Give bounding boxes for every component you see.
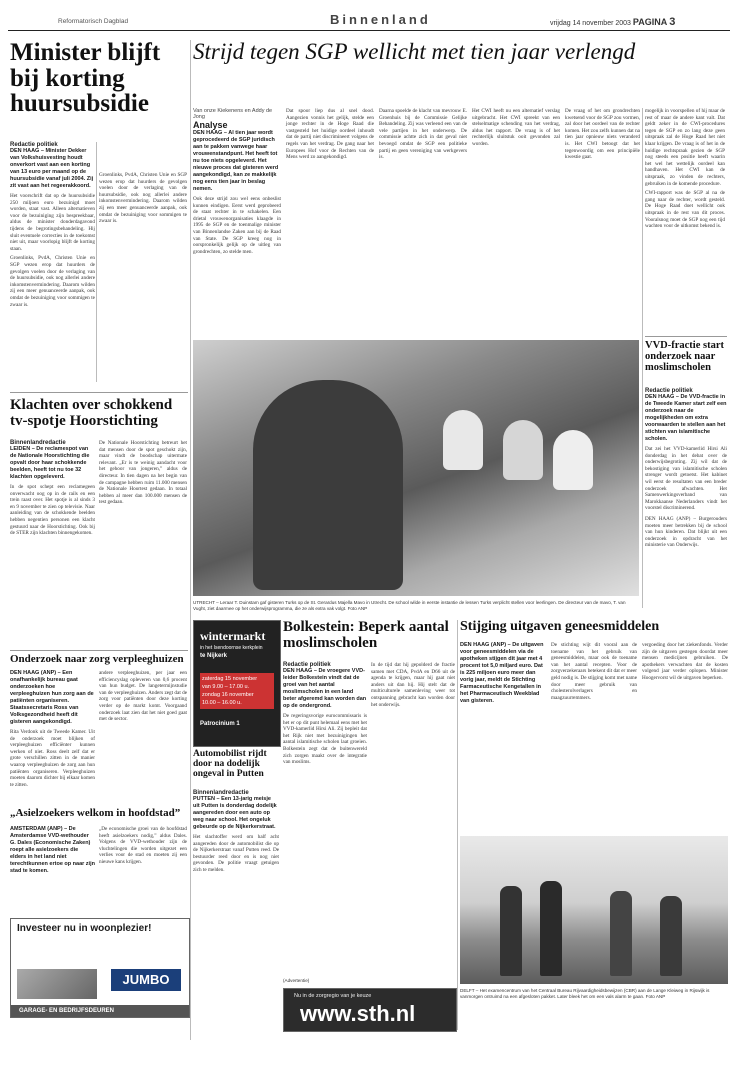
ad-line1: zaterdag 15 november [202,676,258,682]
article-vvd [645,388,727,549]
body-2: De Nationale Hoorstichting betreurt het dat mensen door de spot geschokt zijn, maar vindt de boodschap uitermate relevant. „Er is te weinig aandacht voor het gehoor van jongeren,” aldus de directeur. In tien dagen na het begin van de campagne hebben ruim 11.000 mensen de Nationale Hoortest gedaan. In totaal hebben al meer dan 100.000 mensen de test gedaan. [99,440,187,506]
body-right: mogelijk in voorspellen of hij maar de rest of maar de andere kant valt. Dat geldt zeker in de CWI-procedures tegen de SGP en zo lang deze geen uitspraak zal de Hoge Raad het niet klaar krijgen. De vraag is of het in de huidige rechtspraak gezien de SGP nog steeds een positie heeft waarin het wel het wettelijk oordeel kan handhaven. Het CWI kan de uitspraak, zo vinden de rechters, gebruiken in de komende procedure. [645,108,725,187]
body-4: Het CWI heeft nu een alternatief verslag uitgebracht. Het CWI spreekt van een stelselmatige schending van het verdrag, aldus het rapport. De vraag is of het rechterlijk sluitstuk ooit gevonden zal worden. [472,108,560,147]
body-2: vergoeding door het ziekenfonds. Verder zijn de uitgaven gestegen doordat meer mensen medicijnen gebruiken. De apothekers verwachten dat de kosten volgend jaar verder oplopen. Minister Hoogervorst wil de uitgaven beperken. [642,642,728,681]
analyse-col2 [286,108,374,161]
headline-klachten: Klachten over schokkend tv-spotje Hoorstichting [10,397,173,429]
article-huursubsidie-col2 [99,172,187,225]
analyse-col6 [645,108,725,230]
ad-place: te Nijkerk [200,653,228,659]
classroom-caption: UTRECHT – Leraar T. Duinstam gaf gisteren Turks op de St. Gerardus Majella Mavo in Utrecht. De school wilde in eerste instantie de lessen Turks verplicht stellen voor leerlingen. De directeur van de mavo, T. van Vught, ziet daarmee op het onderwijsprogramma, die ze als extra vak volgt. Foto ANP [193,600,626,611]
person-figure [610,891,632,976]
body: De stichting wijt dit vooral aan de toename van het gebruik van geneesmiddelen, maar ook de toename van het aantal recepten. Voor de zorgverzekeraars betekent dit dat er meer geld nodig is. De stijging komt met name door meer gebruik van cholesterolverlagers en maagzuurremmers. [551,642,637,701]
lead: DEN HAAG – De VVD-fractie in de Tweede Kamer start zelf een onderzoek naar de mogelijkheden om extra voorwaarden te stellen aan het stichten van islamitische scholen. [645,394,727,442]
body: De regeringsvorige eurocommissaris is het er op dit punt helemaal eens met het VVD-kamerlid Hirsi Ali. Zij bepleit dat het Rijk niet met bezuinigingen het aantal islamitische scholen laat groeien. Bolkestein zegt dat de buitenwereld zich zorgen maakt over de integratie van moslims. [283,713,367,766]
ad-brand: JUMBO [111,969,181,991]
article-auto [193,790,279,874]
article-analyse [193,108,281,255]
body: Het slachtoffer werd om half acht aangereden door de automobilist die op de Nijkerkerstraat vanaf Putten reed. De bestuurder reed door en is nog niet gevonden. De politie vraagt getuigen zich te melden. [193,834,279,873]
body: Ook deze strijd zou wel eens onbeslist kunnen eindigen. Eerst werd geprobeerd de staat rechter in te schakelen. Een drietal vrouwenorganisaties klaagde in 1995 de SGP en de toenmalige minister van Binnenlandse Zaken aan bij de Raad van State. De SGP kreeg nog in oorspronkelijk gelijk op de uitleg van grondrechten, zo stelde men. [193,196,281,255]
column-rule [96,142,97,382]
masthead-rule [8,30,730,31]
headline-huursubsidie: Minister blijft bij korting huursubsidie [10,39,161,117]
lead: DEN HAAG – De vroegere VVD-leider Bolkestein vindt dat de groei van het aantal moslimscholen in een land beter afgeremd kan worden dan op de ondergrond. [283,668,367,709]
banner-url: www.sth.nl [300,1001,416,1026]
ad-footer: GARAGE- EN BEDRIJFSDEUREN [11,1005,189,1017]
analyse-label: Analyse [193,120,228,130]
paper-name: Reformatorisch Dagblad [58,18,129,25]
headline-vvd: VVD-fractie start onderzoek naar moslimscholen [645,340,725,374]
body: In de spot schept een reclamegeen onverwacht oog op in de rails en een trein raast over. Het spotje is al sinds 3 en 9 november te zien op televisie. Naar aanleiding van de schokkende beelden hebben negentien personen een klacht gestuurd naar de Hoorstichting. Ook bij de STER zijn klachten binnengekomen. [10,484,95,537]
article-klachten-col2 [99,440,187,506]
page-label: PAGINA [632,17,668,27]
person-figure [500,886,522,976]
kicker: Binnenlandredactie [10,440,66,446]
article-asiel [10,826,95,875]
date-line [550,16,675,28]
headline-geneesmiddelen: Stijging uitgaven geneesmiddelen [460,619,660,634]
date-text: vrijdag 14 november 2003 [550,20,631,27]
article-asiel-col2 [99,826,187,866]
body-5: De vraag of het om grondrechten kwetsend voor de SGP zou vormen, zal door het oordeel van de rechter komen. Het zou zelfs kunnen dat na tien jaar opnieuw niets veranderd is. Het CWI betoogt dat het tegenwoordig om een principiële kwestie gaat. [565,108,640,161]
headline-asiel: „Asielzoekers welkom in hoofdstad” [10,807,181,819]
firemen-photo [460,836,728,984]
article-bolkestein-col2 [371,662,455,708]
column-rule [457,620,458,1030]
person-figure [660,896,682,976]
section-title: Binnenland [330,12,431,27]
divider [10,392,188,393]
lead: AMSTERDAM (ANP) – De Amsterdamse VVD-wethouder G. Dales (Economische Zaken) roept alle asielzoekers die elders in het land niet terechtkunnen ertoe op naar zijn stad te komen. [10,826,95,874]
page-number: 3 [669,16,676,28]
ad-headline: Investeer nu in woonplezier! [17,923,152,934]
ad-wintermarkt[interactable] [193,620,281,747]
body-2: Groenlinks, PvdA, Christen Unie en SGP wezen erop dat huurders de gevolgen voelen door de verlaging van de huursubsidie, ook nog allerlei andere inkomstenvermindering. Daarom wilden zij een meer genuanceerde aanpak, ook omdat de bezuiniging voor sommigen te zwaar is. [10,255,95,308]
headline-zorg: Onderzoek naar zorg verpleeghuizen [10,653,184,665]
body: Rita Verdonk uit de Tweede Kamer. Uit de onderzoek moet blijken of verpleeghuizen efficiënter kunnen werken of niet. Ross deelt zelf dat er grote verschillen zitten in de manier waarop verpleeghuizen de zorg aan hun patiënten organiseren. Verpleeghuizen moeten daarom dichter bij elkaar komen te zitten. [10,729,95,788]
kicker: Binnenlandredactie [193,790,249,796]
banner-tag: Nu in de zorgregio van je keuze [294,993,372,999]
body-2: Dat spoor liep dus al snel dood. Aangezien vonnis het gelijk, stelde een jonge rechter in de Hoge Raad die vastgesteld het huidige oordeel inhoudt dat de partij niet discrimineert volgens de regels van het verdrag. De gang naar het Europees Hof voor de Rechten van de Mens werd zo aangekondigd. [286,108,374,161]
analyse-col4 [472,108,560,148]
ad-line3: zondag 16 november [202,692,254,698]
ad-contact: Patrocinium 1 [200,721,240,727]
lead: PUTTEN – Een 13-jarig meisje uit Putten is donderdag dodelijk aangereden door een auto op weg naar school. Het ongeluk gebeurde op de Nijkerkerstraat. [193,796,277,830]
lead: DEN HAAG – Minister Dekker van Volkshuisvesting houdt onverkort vast aan een korting van 13 euro per maand op de huursubsidie vanaf juli 2004. Zij zit vast aan het regeerakkoord. [10,148,94,189]
student-figure [553,430,593,490]
body-2: In de tijd dat hij gepolderd de fractie samen met CDA, PvdA en D66 uit de agenda te krijgen, maar hij gaat niet anders uit dan hij. Hij stelt dat de multiculturele samenleving weer tot ontspanning gebracht kan worden door het onderwijs. [371,662,455,708]
article-klachten [10,440,95,537]
ad-sub: in het Isendoornse kerkplein [200,645,263,651]
firemen-caption: DELFT – Het examencentrum van het Centraal Bureau Rijvaardigheidsbewijzen (CBR) aan de Lange Kleiweg in Rijswijk is vanmorgen ontruimd na een afgesloten pakket. Later bleek het om een vals alarm te gaan. Foto ANP [460,988,710,999]
body-3: Daarna spoelde de klacht van mevrouw E. Groenhuis bij de Commissie Gelijke Behandeling. Zij was verleend een van de vele partijen in het onderwerp. De commissie achtte zich in dat geval niet bevoegd omdat de SGP een politieke partij en geen vereniging van werkgevers is. [379,108,467,161]
body-continued: Groenlinks, PvdA, Christen Unie en SGP wezen erop dat huurders de gevolgen voelen door de verlaging van de huursubsidie, ook nog allerlei andere inkomstenvermindering. Daarom wilden zij een meer genuanceerde aanpak, ook omdat de bezuiniging voor sommigen te zwaar is. [99,172,187,225]
article-geneesmiddelen-col2 [551,642,637,701]
ad-line2: van 9.00 – 17.00 u. [202,684,250,690]
body-right-2: CWI-rapport was de SGP al na de gang naar de rechter, wordt gesteld. De Hoge Raad doet wellicht ook uitspraak in de rest van dit proces. Vooralsnog moet de SGP nog een tijd wachten voor de uitkomst bekend is. [645,190,725,230]
analyse-col3 [379,108,467,161]
body: Dat zei het VVD-kamerlid Hirsi Ali donderdag in het debat over de onderwijsbegroting. Zij wil dat de bekostiging van islamitische scholen strenger wordt getoetst. Het kabinet wil eerst de resultaten van een breder onderzoek afwachten. Het Samenwerkingsverband van Marokkaanse Nederlanders vindt het voorstel discriminerend. [645,446,727,512]
kicker: Redactie politiek [10,142,58,148]
body: Het voorschrift dat op de huursubsidie 250 miljoen euro bezuinigd moet worden, staat vast. Alleen alternatieven voor de bezuiniging zijn bespreekbaar, aldus de minister donderdagavond tijdens de begrotingsbehandeling. Hij sluit eventuele correcties in de toekomst niet uit, maar voorlopig blijft de korting staan. [10,193,95,252]
teacher-figure [253,380,403,590]
lead: DEN HAAG (ANP) – De uitgaven voor geneesmiddelen via de apotheken stijgen dit jaar met 4 procent tot 5,0 miljard euro. Dat is 225 miljoen euro meer dan vorig jaar, meldt de Stichting Farmaceutische Kengetallen in het Pharmaceutisch Weekblad van gisteren. [460,642,544,704]
garage-image [17,969,97,999]
body-2: andere verpleeghuizen, per jaar een efficiencyslag opleveren van 0,6 procent van hun budget. De langetermijnstudie van de verpleeghuizen. Anders zegt dat de zorg voor patiënten door deze korting verder op de markt komt. Voorgaand onderzoek laat zien dat het niet goed gaat met de sector. [99,670,187,723]
ad-title: wintermarkt [200,629,266,643]
article-bolkestein [283,662,367,766]
kicker: Redactie politiek [283,662,331,668]
ad-jumbo[interactable] [10,918,190,1018]
ad-line4: 10.00 – 16.00 u. [202,700,242,706]
bullet: DEN HAAG (ANP) – Burgerouders moeten meer betrekken bij de school van hun kinderen. Dat blijkt uit een onderzoek in opdracht van het ministerie van Onderwijs. [645,515,727,549]
student-figure [503,420,543,480]
article-huursubsidie [10,142,95,308]
byline: Van onze Kiekenens en Addy de Jong [193,108,273,120]
ad-label: (Advertentie) [283,978,310,983]
article-geneesmiddelen-col3 [642,642,728,682]
article-geneesmiddelen [460,642,546,705]
column-rule [642,108,643,608]
headline-bolkestein: Bolkestein: Beperk aantal moslimscholen [283,619,449,651]
column-rule [190,40,191,1040]
lead: DEN HAAG (ANP) – Een onafhankelijk bureau gaat onderzoeken hoe verpleeghuizen hun zorg aan de patiënten organiseren. Staatssecretaris Ross van Volksgezondheid heeft dit gisteren aangekondigd. [10,670,94,725]
student-figure [443,410,483,470]
article-zorg [10,670,95,788]
divider [10,650,188,651]
body: „De economische groei van de hoofdstad heeft asielzoekers nodig,” aldus Dales. Volgens de VVD-wethouder zijn de vluchtelingen die worden uitgezet een verlies voor de stad en moeten zij een nieuwe kans krijgen. [99,826,187,865]
headline-sgp: Strijd tegen SGP wellicht met tien jaar verlengd [193,39,636,64]
ad-dates [200,673,274,709]
classroom-photo [193,340,639,596]
divider [645,336,727,337]
headline-auto: Automobilist rijdt door na dodelijk ongeval in Putten [193,749,267,779]
lead: LEIDEN – De reclamespot van de Nationale Hoorstichting die opvalt door haar schokkende beelden, heeft tot nu toe 32 klachten opgeleverd. [10,446,90,480]
ad-sth-banner[interactable] [283,988,457,1032]
article-zorg-col2 [99,670,187,723]
person-figure [540,881,562,976]
analyse-col5 [565,108,640,161]
lead: DEN HAAG – Al tien jaar wordt geprocedeerd de SGP juridisch aan te pakken vanwege haar vrouwenstandpunt. Het heeft tot nu toe niets opgeleverd. Het nieuwe proces dat gisteren werd aangekondigd, kan ze makkelijk nog eens tien jaar in beslag nemen. [193,130,279,192]
kicker: Redactie politiek [645,388,693,394]
